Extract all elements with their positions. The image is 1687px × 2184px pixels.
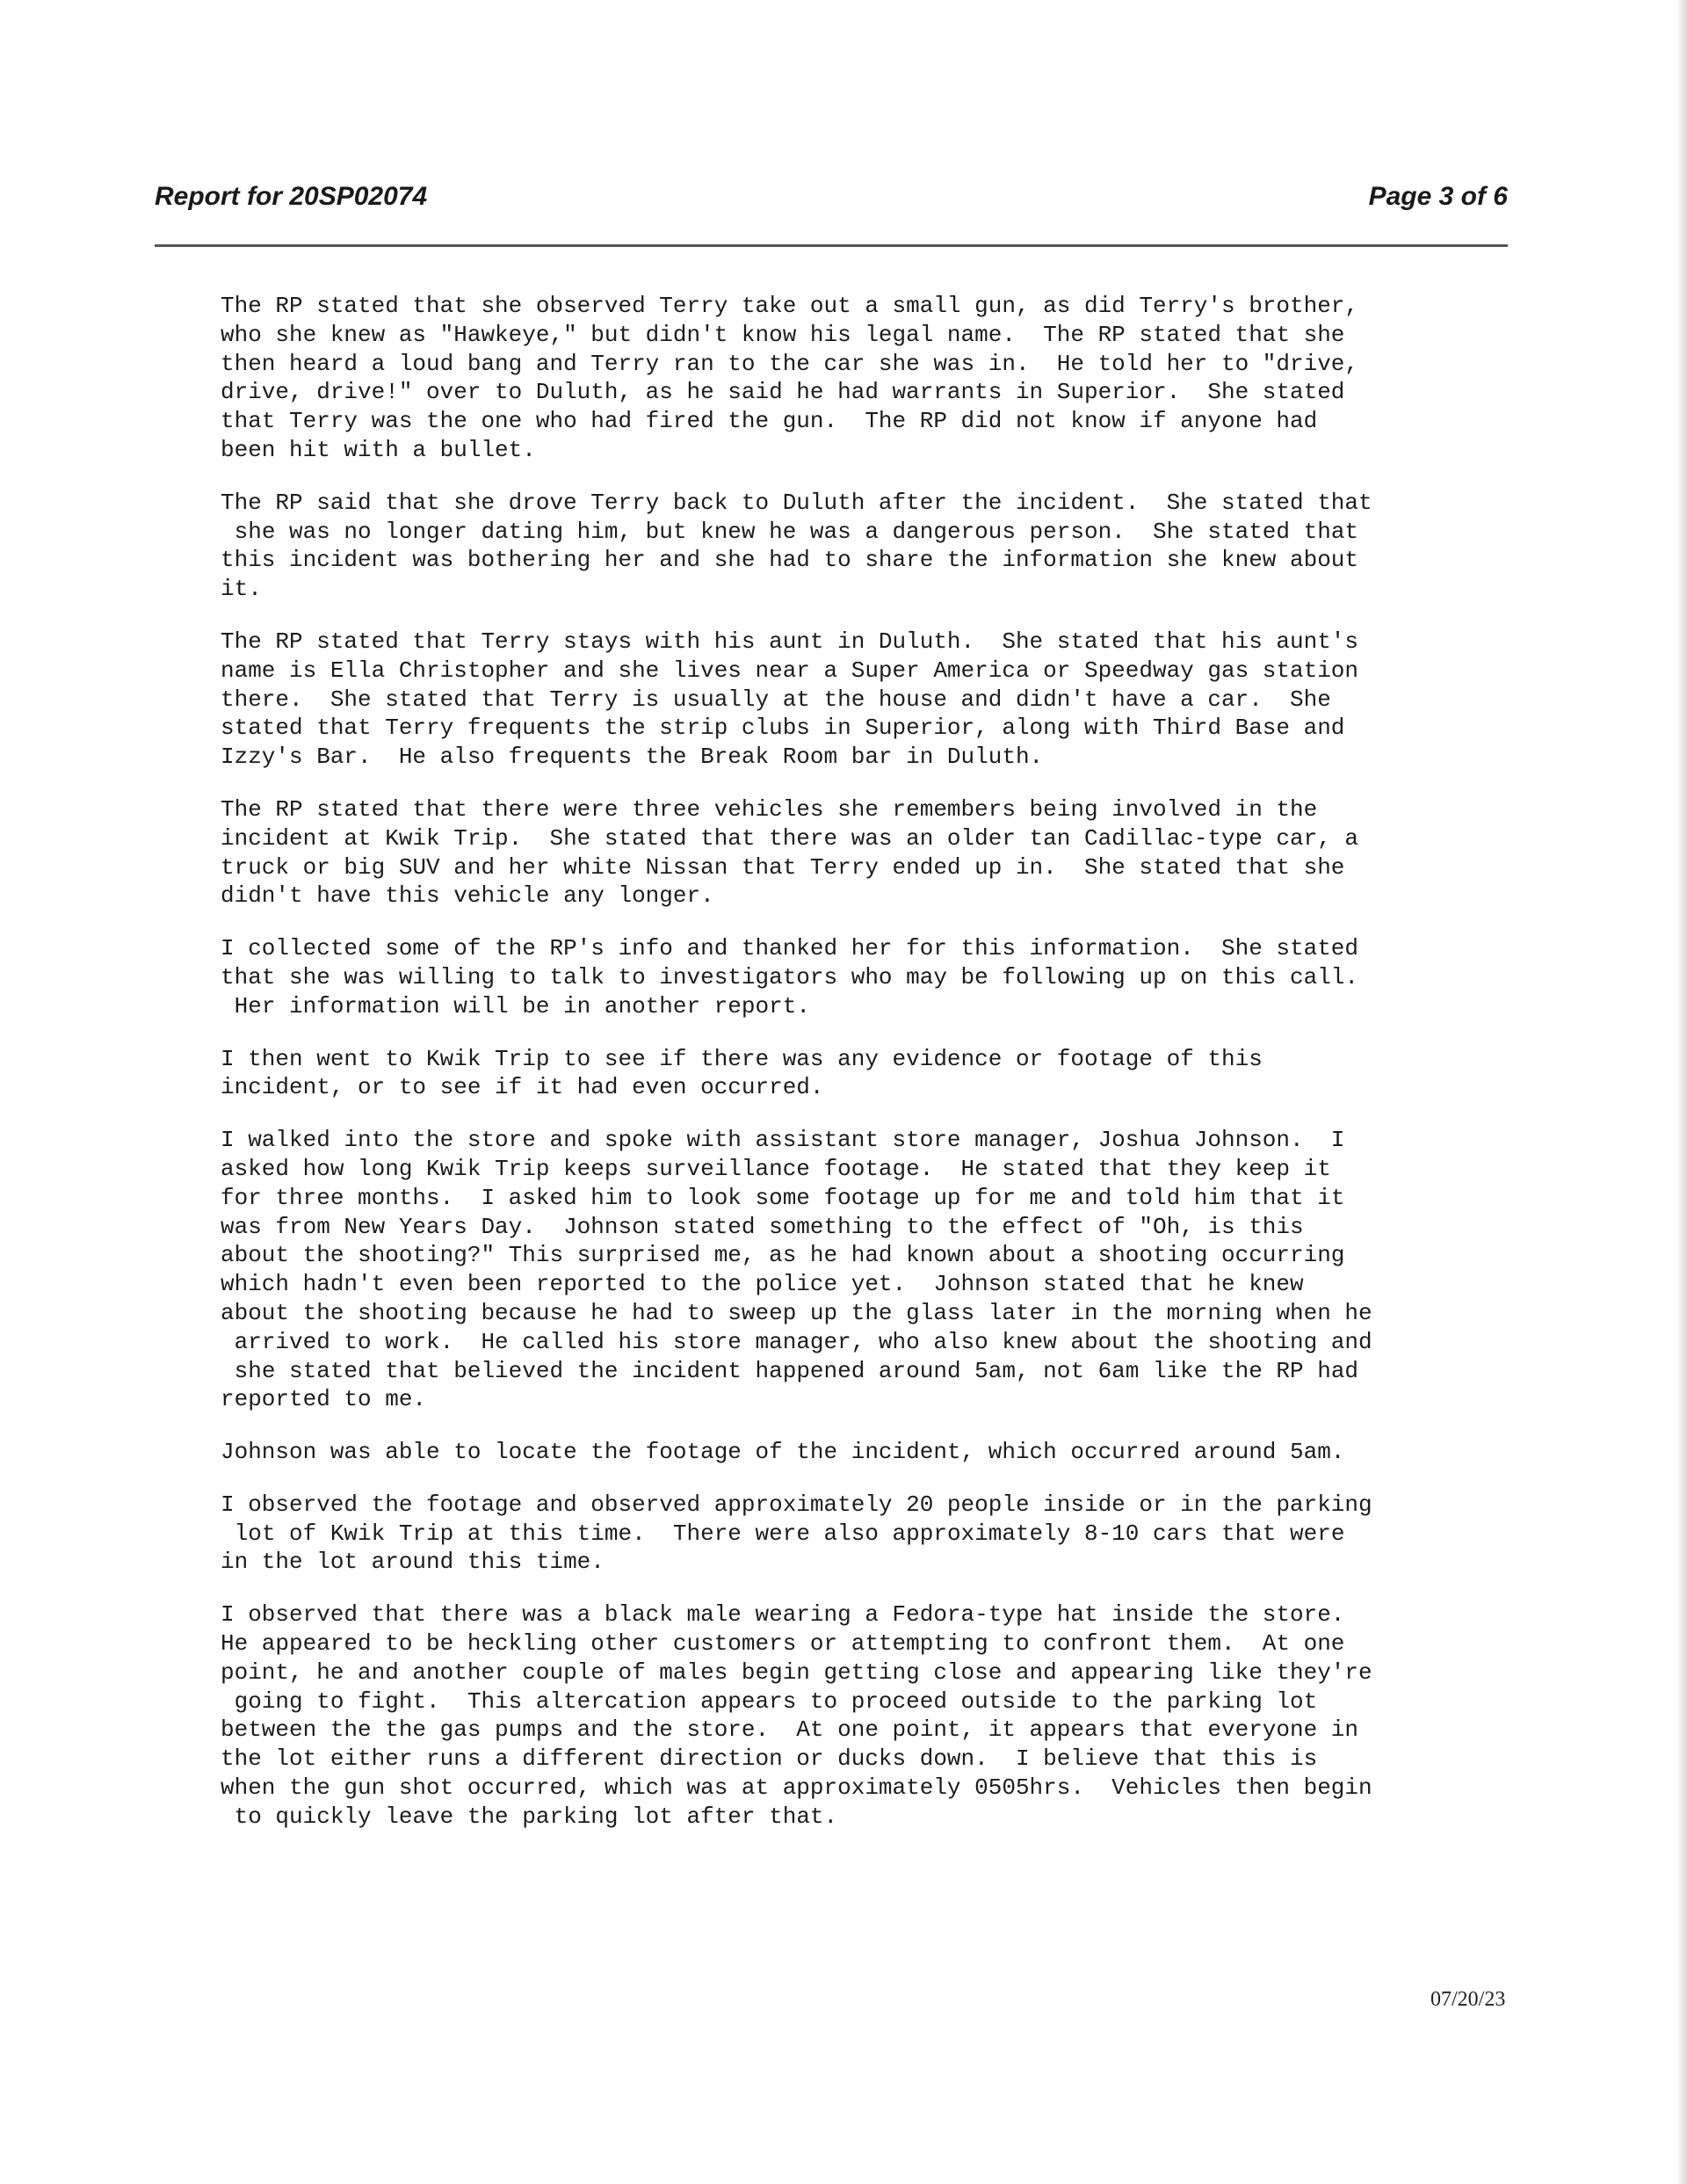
- report-body: [221, 292, 1451, 1855]
- paragraph-1: The RP stated that she observed Terry take out a small gun, as did Terry's brother, who she knew as "Hawkeye," but didn't know his legal name. The RP stated that she then heard a loud bang and Terry ran to the car she was in. He told her to "drive, drive, drive!" over to Duluth, as he said he had warrants in Superior. She stated that Terry was the one who had fired the gun. The RP did not know if anyone had been hit with a bullet.: [221, 293, 1359, 463]
- paragraph-3: The RP stated that Terry stays with his aunt in Duluth. She stated that his aunt's name is Ella Christopher and she lives near a Super America or Speedway gas station there. She stated that Terry is usually at the house and didn't have a car. She stated that Terry frequents the strip clubs in Superior, along with Third Base and Izzy's Bar. He also frequents the Break Room bar in Duluth.: [221, 628, 1359, 771]
- header-divider: [155, 244, 1508, 247]
- footer-date: 07/20/23: [1430, 1988, 1506, 2011]
- page-number: Page 3 of 6: [1368, 182, 1508, 211]
- paragraph-5: I collected some of the RP's info and thanked her for this information. She stated that she was willing to talk to investigators who may be following up on this call. Her information will be in another report.: [221, 935, 1359, 1019]
- paragraph-10: I observed that there was a black male wearing a Fedora-type hat inside the store. He appeared to be heckling other customers or attempting to confront them. At one point, he and another couple of males begin getting close and appearing like they're going to fight. This altercation appears to proceed outside to the parking lot between the the gas pumps and the store. At one point, it appears that everyone in the lot either runs a different direction or ducks down. I believe that this is when the gun shot occurred, which was at approximately 0505hrs. Vehicles then begin to quickly leave the parking lot after that.: [221, 1601, 1372, 1830]
- paragraph-2: The RP said that she drove Terry back to Duluth after the incident. She stated that she was no longer dating him, but knew he was a dangerous person. She stated that this incident was bothering her and she had to share the information she knew about it.: [221, 489, 1372, 603]
- paragraph-9: I observed the footage and observed approximately 20 people inside or in the parking lot of Kwik Trip at this time. There were also approximately 8-10 cars that were in the lot around this time.: [221, 1491, 1372, 1576]
- paragraph-7: I walked into the store and spoke with assistant store manager, Joshua Johnson. I asked how long Kwik Trip keeps surveillance footage. He stated that they keep it for three months. I asked him to look some footage up for me and told him that it was from New Years Day. Johnson stated something to the effect of "Oh, is this about the shooting?" This surprised me, as he had known about a shooting occurring which hadn't even been reported to the police yet. Johnson stated that he knew about the shooting because he had to sweep up the glass later in the morning when he arrived to work. He called his store manager, who also knew about the shooting and she stated that believed the incident happened around 5am, not 6am like the RP had reported to me.: [221, 1127, 1372, 1413]
- paragraph-8: Johnson was able to locate the footage of the incident, which occurred around 5am.: [221, 1439, 1345, 1466]
- paragraph-4: The RP stated that there were three vehicles she remembers being involved in the incident at Kwik Trip. She stated that there was an older tan Cadillac-type car, a truck or big SUV and her white Nissan that Terry ended up in. She stated that she didn't have this vehicle any longer.: [221, 795, 1359, 910]
- paragraph-6: I then went to Kwik Trip to see if there was any evidence or footage of this incident, or to see if it had even occurred.: [221, 1045, 1263, 1101]
- report-title: Report for 20SP02074: [155, 182, 428, 211]
- page-header: [155, 178, 1508, 221]
- scan-edge-shadow: [1676, 0, 1687, 2184]
